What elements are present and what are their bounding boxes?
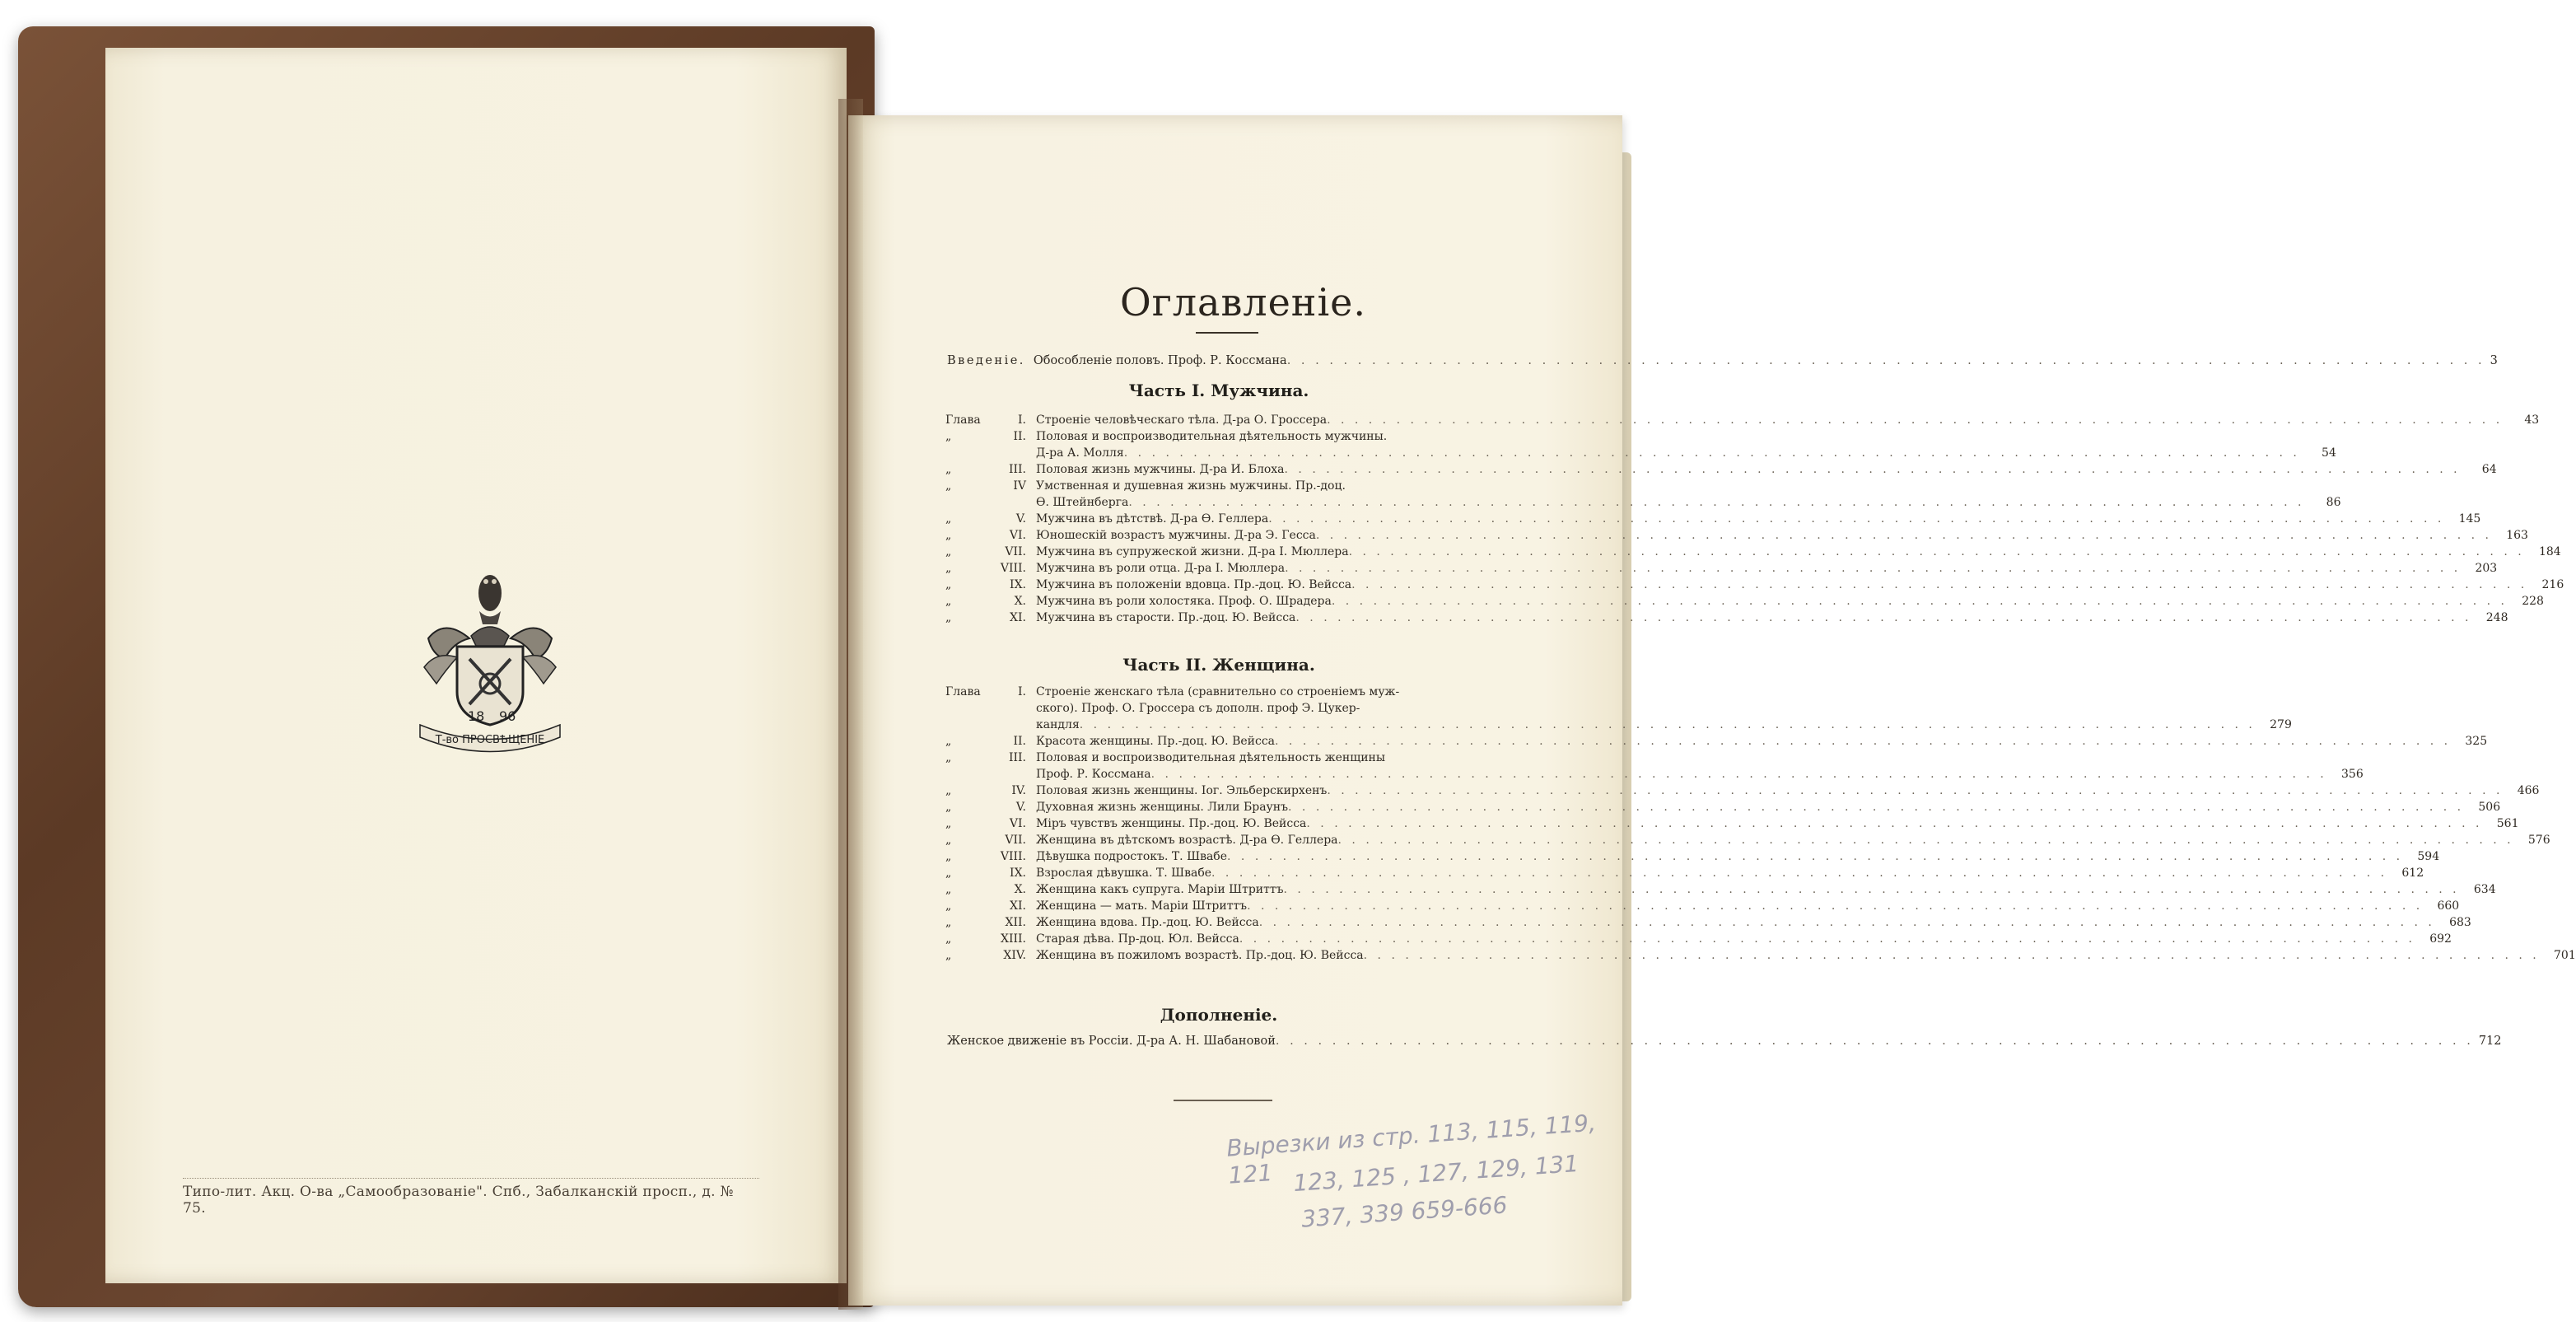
leader-dots [1364,947,2540,964]
toc-row [945,832,2550,848]
chapter-number: V. [1015,801,1026,814]
leader-dots [1080,717,2256,733]
chapter-prefix: „ [945,817,952,830]
chapter-title-line [1036,445,2336,461]
chapter-title-text: Половая жизнь мужчины. Д-ра И. Блоха [1036,463,1285,476]
chapter-prefix: „ [945,916,952,929]
supplement-entry [947,1035,2502,1048]
chapter-title-text: Мужчина въ роли отца. Д-ра I. Мюллера [1036,562,1286,575]
chapter-number: VII. [1005,545,1026,558]
chapter-title-text: Духовная жизнь женщины. Лили Браунъ [1036,801,1289,814]
chapter-number: IV [1013,479,1026,493]
toc-row [945,593,2544,610]
chapter-title [1036,733,2487,750]
chapter-title-text: Женщина какъ супруга. Маріи Штриттъ [1036,883,1284,896]
toc-intro [947,354,2498,367]
chapter-title-text: Половая и воспроизводительная дѣятельность мужчины. [1036,430,1388,443]
supplement-text: Женское движеніе въ Россіи. Д-ра А. Н. Шабановой [947,1035,1276,1048]
chapter-number: II. [1013,430,1026,443]
leader-dots [1285,560,2461,577]
chapter-title [1036,478,2341,511]
chapter-prefix: Глава [945,413,981,427]
printer-line: Типо-лит. Акц. О-ва „Самообразованіе". Спб., Забалканскій просп., д. № 75. [183,1178,759,1217]
chapter-number: X. [1014,883,1026,896]
chapter-number: VIII. [1000,562,1026,575]
chapter-page: 216 [2541,578,2564,591]
chapter-title-text: Половая и воспроизводительная дѣятельность женщины [1036,751,1386,764]
chapter-title-text: Мужчина въ старости. Пр.-доц. Ю. Вейсса [1036,611,1296,624]
chapter-title [1036,560,2497,577]
chapter-title-text: Д-ра А. Молля [1036,446,1124,460]
leader-dots [1239,931,2415,947]
intro-page: 3 [2490,354,2498,367]
chapter-title [1036,428,2336,461]
part2-chapter-list [945,684,2576,964]
chapter-prefix: „ [945,834,952,847]
chapter-title-text: кандля [1036,718,1080,731]
toc-row [945,610,2508,626]
leader-dots [1211,865,2387,881]
chapter-page: 576 [2527,834,2550,847]
chapter-prefix: „ [945,611,952,624]
chapter-title-line [1036,914,2471,931]
chapter-title [1036,593,2544,610]
chapter-prefix: „ [945,899,952,913]
chapter-title [1036,511,2480,527]
chapter-title [1036,931,2452,947]
leader-dots [1295,610,2471,626]
toc-row [945,815,2519,832]
leader-dots [1276,1035,2474,1048]
leader-dots [1327,782,2503,799]
leader-dots [1151,766,2327,782]
chapter-title [1036,544,2561,560]
chapter-title [1036,815,2519,832]
chapter-prefix: „ [945,529,952,542]
chapter-title [1036,750,2364,782]
leader-dots [1268,511,2444,527]
chapter-page: 228 [2522,595,2544,608]
chapter-title-line [1036,593,2544,610]
chapter-title [1036,577,2564,593]
chapter-page: 184 [2538,545,2561,558]
chapter-title [1036,914,2471,931]
chapter-page: 466 [2517,784,2540,797]
toc-row [945,733,2488,750]
chapter-prefix: „ [945,735,952,748]
chapter-title-line [1036,610,2508,626]
leader-dots [1338,832,2514,848]
supplement-page: 712 [2478,1035,2502,1048]
chapter-page: 701 [2554,949,2576,962]
chapter-prefix: „ [945,867,952,880]
leader-dots [1247,898,2423,914]
leader-dots [1351,577,2527,593]
bottom-rule [1174,1100,1272,1101]
chapter-title [1036,461,2497,478]
chapter-title-line [1036,527,2528,544]
leader-dots [1327,412,2503,428]
chapter-title-text: Мужчина въ положеніи вдовца. Пр.-доц. Ю. Вейсса [1036,578,1352,591]
chapter-page: 561 [2496,817,2519,830]
toc-row [945,560,2498,577]
part2-heading: Часть II. Женщина. [1122,655,1315,675]
chapter-number: XIII. [1000,932,1026,946]
chapter-title-line [1036,494,2341,511]
toc-row [945,527,2528,544]
chapter-page: 248 [2485,611,2508,624]
chapter-prefix: „ [945,545,952,558]
chapter-title-line [1036,412,2539,428]
chapter-page: 203 [2475,562,2498,575]
chapter-page: 634 [2473,883,2496,896]
chapter-prefix: Глава [945,685,981,698]
chapter-prefix: „ [945,784,952,797]
chapter-number: X. [1014,595,1026,608]
chapter-title [1036,865,2424,881]
chapter-title [1036,947,2576,964]
chapter-title-text: Строеніе женскаго тѣла (сравнительно со строеніемъ муж- [1036,685,1400,698]
leader-dots [1128,494,2304,511]
chapter-page: 163 [2506,529,2528,542]
toc-row [945,544,2561,560]
chapter-title-line [1036,511,2480,527]
leader-dots [1349,544,2525,560]
chapter-prefix: „ [945,430,952,443]
leader-dots [1124,445,2300,461]
toc-row [945,931,2452,947]
chapter-title-line [1036,461,2497,478]
toc-row [945,750,2364,782]
leader-dots [1284,881,2460,898]
leader-dots [1306,815,2482,832]
intro-text: Обособленіе половъ. Проф. Р. Коссмана [1033,354,1287,367]
emblem-year-right: 96 [499,708,516,724]
chapter-title-text: Строеніе человѣческаго тѣла. Д-ра О. Гроссера [1036,413,1328,427]
chapter-title-line [1036,799,2500,815]
chapter-title-line [1036,544,2561,560]
part1-heading: Часть I. Мужчина. [1128,381,1309,400]
toc-row [945,511,2481,527]
chapter-page: 683 [2449,916,2471,929]
chapter-title-line [1036,700,2292,717]
chapter-page: 54 [2322,446,2336,460]
chapter-page: 279 [2270,718,2292,731]
chapter-page: 660 [2437,899,2460,913]
chapter-title [1036,412,2539,428]
chapter-title-text: Ѳ. Штейнберга [1036,496,1129,509]
chapter-page: 506 [2478,801,2501,814]
chapter-title-line [1036,815,2519,832]
chapter-prefix: „ [945,463,952,476]
toc-row [945,947,2576,964]
chapter-number: III. [1008,751,1026,764]
chapter-number: XI. [1010,899,1026,913]
chapter-title [1036,848,2439,865]
chapter-title-line [1036,478,2341,494]
chapter-title-line [1036,717,2292,733]
leader-dots [1259,914,2435,931]
chapter-title-line [1036,865,2424,881]
chapter-title-text: Женщина въ дѣтскомъ возрастѣ. Д-ра Ѳ. Геллера [1036,834,1338,847]
chapter-title-line [1036,428,2336,445]
pencil-note-line3: 337, 339 659-666 [1300,1191,1509,1233]
chapter-page: 43 [2524,413,2540,427]
chapter-title-text: Половая жизнь женщины. Іог. Эльберскирхенъ [1036,784,1328,797]
toc-row [945,799,2501,815]
chapter-title-text: Красота женщины. Пр.-доц. Ю. Вейсса [1036,735,1276,748]
toc-title: Оглавленіе. [1120,280,1367,325]
book-gutter [838,99,863,1310]
chapter-number: IX. [1010,867,1026,880]
toc-row [945,684,2292,733]
chapter-number: XII. [1005,916,1026,929]
chapter-number: IV. [1011,784,1026,797]
toc-row [945,782,2540,799]
publisher-emblem-icon [412,560,568,750]
chapter-title-line [1036,560,2497,577]
chapter-prefix: „ [945,850,952,863]
chapter-page: 612 [2401,867,2424,880]
chapter-title [1036,782,2539,799]
chapter-title [1036,898,2459,914]
chapter-title [1036,799,2500,815]
intro-label: Введеніе. [947,354,1025,367]
leader-dots [1227,848,2403,865]
toc-row [945,865,2424,881]
chapter-title-text: Мужчина въ дѣтствѣ. Д-ра Ѳ. Геллера [1036,512,1269,526]
toc-row [945,881,2496,898]
toc-row [945,412,2540,428]
chapter-title-text: Проф. Р. Коссмана [1036,768,1151,781]
chapter-title-line [1036,947,2576,964]
chapter-page: 692 [2429,932,2452,946]
chapter-number: VII. [1005,834,1026,847]
chapter-title-line [1036,577,2564,593]
chapter-title-text: ского). Проф. О. Гроссера съ дополн. проф Э. Цукер- [1036,702,1360,715]
chapter-title-text: Мужчина въ супружеской жизни. Д-ра I. Мюллера [1036,545,1349,558]
leader-dots [1285,461,2461,478]
chapter-number: I. [1018,685,1026,698]
chapter-title-line [1036,898,2459,914]
chapter-number: VI. [1009,529,1026,542]
chapter-title-text: Взрослая дѣвушка. Т. Швабе [1036,867,1212,880]
chapter-title-text: Мужчина въ роли холостяка. Проф. О. Шрадера [1036,595,1332,608]
chapter-title-text: Женщина — мать. Маріи Штриттъ [1036,899,1248,913]
chapter-page: 86 [2326,496,2341,509]
chapter-number: XIV. [1003,949,1026,962]
chapter-title-text: Міръ чувствъ женщины. Пр.-доц. Ю. Вейсса [1036,817,1307,830]
chapter-page: 594 [2417,850,2440,863]
chapter-title-line [1036,881,2496,898]
leader-dots [1288,799,2464,815]
chapter-prefix: „ [945,595,952,608]
chapter-page: 325 [2465,735,2488,748]
part1-chapter-list [945,412,2564,626]
chapter-title-text: Дѣвушка подростокъ. Т. Швабе [1036,850,1228,863]
chapter-number: XI. [1010,611,1026,624]
chapter-title-line [1036,782,2539,799]
chapter-title [1036,684,2292,733]
chapter-title-line [1036,733,2487,750]
toc-row [945,478,2341,511]
chapter-title [1036,832,2550,848]
chapter-prefix: „ [945,578,952,591]
emblem-year-left: 18 [468,708,485,724]
toc-row [945,577,2564,593]
chapter-page: 145 [2458,512,2481,526]
chapter-title-text: Женщина вдова. Пр.-доц. Ю. Вейсса [1036,916,1259,929]
chapter-number: III. [1008,463,1026,476]
chapter-prefix: „ [945,562,952,575]
toc-row [945,848,2440,865]
chapter-number: I. [1018,413,1026,427]
chapter-page: 356 [2341,768,2364,781]
leader-dots [1316,527,2492,544]
chapter-prefix: „ [945,883,952,896]
chapter-title [1036,610,2508,626]
emblem-banner-text: Т-во ПРОСВѢЩЕНІЕ [435,734,545,746]
supplement-heading: Дополненіе. [1160,1005,1278,1025]
toc-row [945,428,2336,461]
chapter-prefix: „ [945,512,952,526]
chapter-prefix: „ [945,751,952,764]
chapter-prefix: „ [945,949,952,962]
chapter-title-line [1036,848,2439,865]
chapter-title-text: Старая дѣва. Пр-доц. Юл. Вейсса [1036,932,1239,946]
chapter-page: 64 [2481,463,2497,476]
chapter-title-line [1036,931,2452,947]
chapter-title-text: Умственная и душевная жизнь мужчины. Пр.-доц. [1036,479,1346,493]
leader-dots [1287,354,2485,367]
toc-row [945,461,2497,478]
chapter-title-line [1036,750,2364,766]
chapter-number: VI. [1009,817,1026,830]
chapter-title-line [1036,832,2550,848]
title-rule [1196,332,1258,334]
toc-row [945,914,2471,931]
chapter-title [1036,881,2496,898]
chapter-title-line [1036,766,2364,782]
pencil-note-line1: Вырезки из стр. 113, 115, 119, 121 [1225,1109,1597,1189]
chapter-number: V. [1015,512,1026,526]
chapter-number: VIII. [1000,850,1026,863]
chapter-number: IX. [1010,578,1026,591]
toc-row [945,898,2460,914]
chapter-prefix: „ [945,801,952,814]
chapter-number: II. [1013,735,1026,748]
leader-dots [1332,593,2508,610]
chapter-title-text: Женщина въ пожиломъ возрастѣ. Пр.-доц. Ю. Вейсса [1036,949,1364,962]
chapter-prefix: „ [945,479,952,493]
pencil-note-line2: 123, 125 , 127, 129, 131 [1292,1149,1580,1198]
chapter-title-line [1036,684,2292,700]
chapter-title [1036,527,2528,544]
chapter-title-text: Юношескій возрастъ мужчины. Д-ра Э. Гесса [1036,529,1316,542]
leader-dots [1275,733,2451,750]
chapter-prefix: „ [945,932,952,946]
